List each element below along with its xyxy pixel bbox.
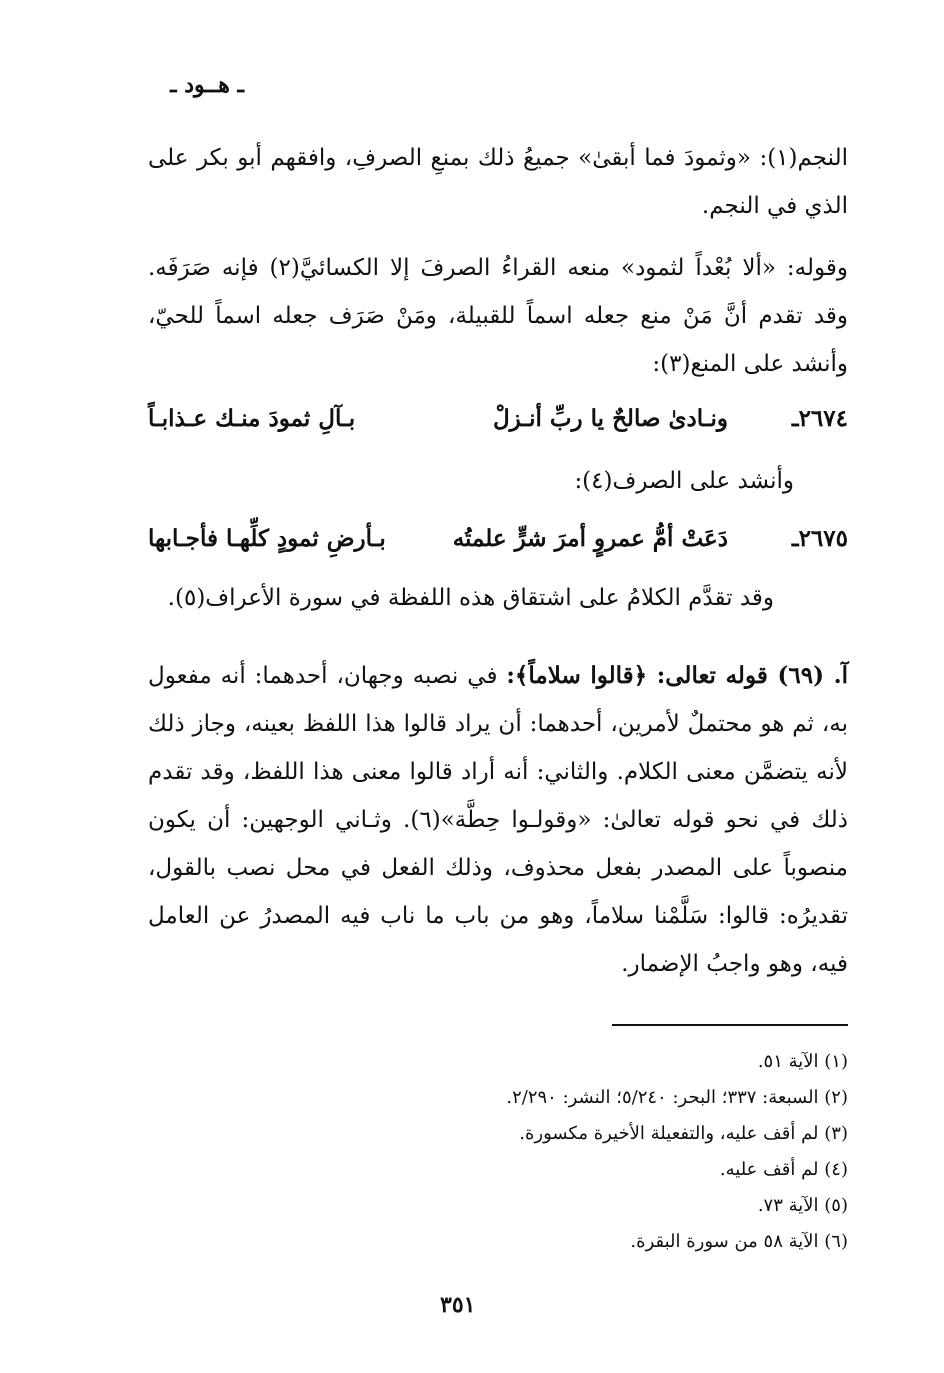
verse-2674	[148, 405, 848, 453]
footnote: (٦) الآية ٥٨ من سورة البقرة.	[630, 1231, 848, 1252]
verse-number: ٢٦٧٤ـ	[791, 405, 848, 432]
verse-2675	[148, 525, 848, 573]
page-number: ٣٥١	[440, 1292, 476, 1318]
verse-hemistich-2: بـأرضِ ثمودٍ كلِّهـا فأجـابها	[148, 525, 386, 552]
footnote-divider	[612, 1024, 848, 1026]
footnote: (١) الآية ٥١.	[757, 1051, 848, 1072]
footnote: (٢) السبعة: ٣٣٧؛ البحر: ٥/٢٤٠؛ النشر: ٢/٢٩٠.	[506, 1087, 848, 1108]
verse-hemistich-1: دَعَتْ أمُّ عمروٍ أمرَ شرٍّ علمتُه	[452, 525, 728, 552]
verse-heading: آ. (٦٩) قوله تعالى: ﴿قالوا سلاماً﴾:	[506, 662, 849, 689]
paragraph-3-body: في نصبه وجهان، أحدهما: أنه مفعول به، ثم هو محتملٌ لأمرين، أحدهما: أن يراد قالوا هذا اللفظ بعينه، وجاز ذلك لأنه يتضمَّن معنى الكلام. والثاني: أنه أراد قالوا معنى هذا اللفظ، وقد تقدم ذلك في نحو قوله تعالىٰ: «وقولـوا حِطَّة»(٦). وثـاني الوجهين: أن يكون منصوباً على المصدر بفعل محذوف، وذلك الفعل في محل نصب بالقول، تقديرُه: قالوا: سَلَّمْنا سلاماً، وهو من باب ما ناب فيه المصدرُ عن العامل فيه، وهو واجبُ الإضمار.	[148, 663, 849, 977]
verse-intro: وأنشد على الصرف(٤):	[574, 468, 794, 494]
cross-reference-line: وقد تقدَّم الكلامُ على اشتقاق هذه اللفظة في سورة الأعراف(٥).	[167, 585, 774, 611]
running-header: ـ هــود ـ	[170, 72, 244, 98]
footnotes	[148, 1044, 848, 1260]
paragraph-3	[148, 652, 848, 988]
paragraph-2: وقوله: «ألا بُعْداً لثمود» منعه القراءُ الصرفَ إلا الكسائيَّ(٢) فإنه صَرَفَه. وقد تقدم أنَّ مَنْ منع جعله اسماً للقبيلة، ومَنْ صَرَف جعله اسماً للحيّ، وأنشد على المنع(٣):	[148, 255, 849, 377]
verse-hemistich-1: ونـادىٰ صالحٌ يا ربِّ أنـزلْ	[492, 405, 728, 432]
verse-hemistich-2: بـآلِ ثمودَ منـك عـذابـاً	[148, 405, 356, 432]
footnote: (٣) لم أقف عليه، والتفعيلة الأخيرة مكسورة.	[519, 1123, 848, 1144]
footnote: (٤) لم أقف عليه.	[719, 1159, 848, 1180]
footnote: (٥) الآية ٧٣.	[757, 1195, 848, 1216]
paragraph-1: النجم(١): «وثمودَ فما أبقىٰ» جميعُ ذلك بمنعِ الصرفِ، وافقهم أبو بكر على الذي في النجم.	[148, 145, 848, 219]
verse-number: ٢٦٧٥ـ	[791, 525, 848, 552]
